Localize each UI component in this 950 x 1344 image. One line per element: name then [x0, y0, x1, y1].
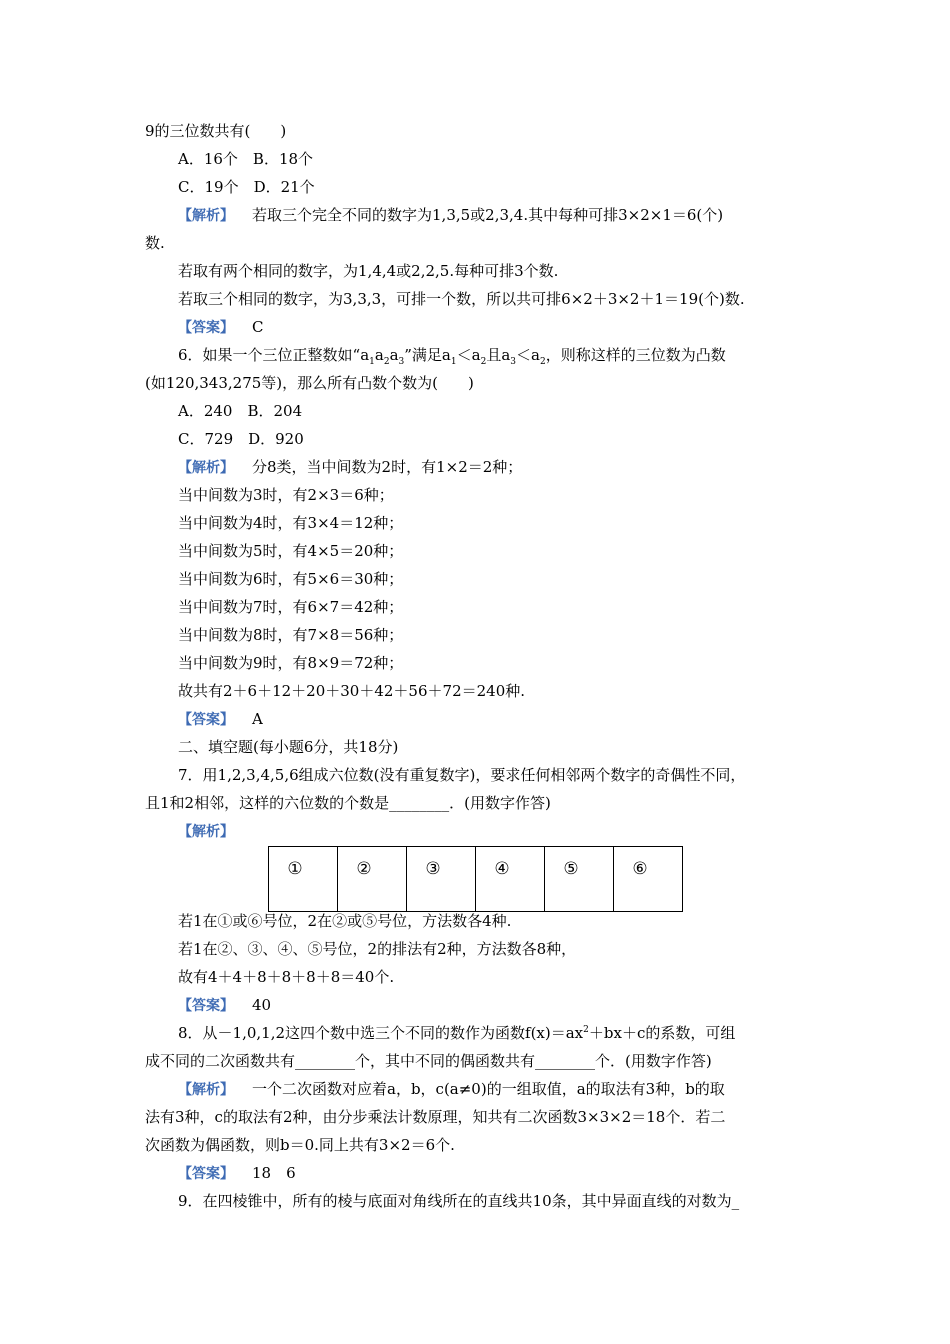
analysis-tag: 【解析】 — [178, 208, 234, 224]
analysis-8-cont: 法有3种，c的取法有2种，由分步乘法计数原理，知共有二次函数3×3×2＝18个．若二 — [145, 1108, 726, 1126]
analysis-8 — [178, 1079, 843, 1099]
answer-text: 40 — [252, 996, 272, 1014]
question-5-tail: 9的三位数共有( ) — [145, 122, 287, 140]
analysis-6-line: 当中间数为8时，有7×8＝56种； — [178, 626, 404, 644]
answer-tag: 【答案】 — [178, 712, 234, 728]
analysis-7 — [178, 821, 843, 841]
analysis-6-line: 当中间数为4时，有3×4＝12种； — [178, 514, 404, 532]
option-ab: A．16个 B．18个 — [178, 150, 314, 168]
answer-text: A — [252, 710, 263, 728]
question-6: 6．如果一个三位正整数如“$a_1a_2a_3$”满足$a_1<a_2$且$a_3<a_2$，则称这样的三位数为凸数 — [178, 346, 726, 367]
analysis-6-line: 当中间数为7时，有6×7＝42种； — [178, 598, 404, 616]
position-cell: ⑤ — [545, 847, 614, 912]
analysis-5 — [178, 205, 843, 225]
option-ab: A．240 B．204 — [178, 402, 303, 420]
answer-5 — [178, 317, 843, 337]
analysis-6 — [178, 457, 843, 477]
analysis-text: 一个二次函数对应着a，b，c(a≠0)的一组取值，a的取法有3种，b的取 — [252, 1080, 725, 1098]
analysis-tag: 【解析】 — [178, 460, 234, 476]
analysis-6-line: 当中间数为6时，有5×6＝30种； — [178, 570, 404, 588]
analysis-8-cont: 次函数为偶函数，则b＝0.同上共有3×2＝6个. — [145, 1136, 455, 1154]
question-8-cont: 成不同的二次函数共有________个，其中不同的偶函数共有________个．(用数字作答) — [145, 1052, 712, 1070]
answer-6 — [178, 709, 843, 729]
answer-tag: 【答案】 — [178, 998, 234, 1014]
analysis-7-line: 若1在①或⑥号位，2在②或⑤号位，方法数各4种. — [178, 912, 512, 930]
analysis-7-line: 故有4＋4＋8＋8＋8＋8＝40个. — [178, 968, 395, 986]
position-cell: ③ — [407, 847, 476, 912]
position-cell: ② — [338, 847, 407, 912]
answer-tag: 【答案】 — [178, 1166, 234, 1182]
analysis-text: 若取三个完全不同的数字为1,3,5或2,3,4.其中每种可排3×2×1＝6(个) — [252, 206, 724, 224]
analysis-6-line: 当中间数为5时，有4×5＝20种； — [178, 542, 404, 560]
position-cell: ④ — [476, 847, 545, 912]
question-9: 9．在四棱锥中，所有的棱与底面对角线所在的直线共10条，其中异面直线的对数为_ — [178, 1192, 740, 1210]
question-7: 7．用1,2,3,4,5,6组成六位数(没有重复数字)，要求任何相邻两个数字的奇偶性不同， — [178, 766, 746, 784]
answer-8 — [178, 1163, 843, 1183]
analysis-6-line: 当中间数为3时，有2×3＝6种； — [178, 486, 394, 504]
analysis-tag: 【解析】 — [178, 824, 234, 840]
question-6-cont: (如120,343,275等)，那么所有凸数个数为( ) — [145, 374, 474, 392]
analysis-5-cont: 数. — [145, 234, 165, 252]
answer-text: 18 6 — [252, 1164, 296, 1182]
analysis-text: 分8类，当中间数为2时，有1×2＝2种； — [252, 458, 523, 476]
analysis-5-line: 若取有两个相同的数字，为1,4,4或2,2,5.每种可排3个数. — [178, 262, 559, 280]
analysis-tag: 【解析】 — [178, 1082, 234, 1098]
question-8: 8．从－1,0,1,2这四个数中选三个不同的数作为函数$f(x)=ax^2+bx+c$的系数，可组 — [178, 1024, 736, 1042]
answer-7 — [178, 995, 843, 1015]
position-table — [268, 846, 683, 912]
position-cell: ① — [269, 847, 338, 912]
analysis-5-line: 若取三个相同的数字，为3,3,3，可排一个数，所以共可排6×2＋3×2＋1＝19(个)数. — [178, 290, 745, 308]
option-cd: C．19个 D．21个 — [178, 178, 315, 196]
position-cell: ⑥ — [614, 847, 683, 912]
analysis-6-line: 当中间数为9时，有8×9＝72种； — [178, 654, 404, 672]
answer-tag: 【答案】 — [178, 320, 234, 336]
option-cd: C．729 D．920 — [178, 430, 304, 448]
section-heading: 二、填空题(每小题6分，共18分) — [178, 738, 399, 756]
question-7-cont: 且1和2相邻，这样的六位数的个数是________．(用数字作答) — [145, 794, 551, 812]
analysis-6-line: 故共有2＋6＋12＋20＋30＋42＋56＋72＝240种. — [178, 682, 526, 700]
analysis-7-line: 若1在②、③、④、⑤号位，2的排法有2种，方法数各8种， — [178, 940, 577, 958]
answer-text: C — [252, 318, 264, 336]
